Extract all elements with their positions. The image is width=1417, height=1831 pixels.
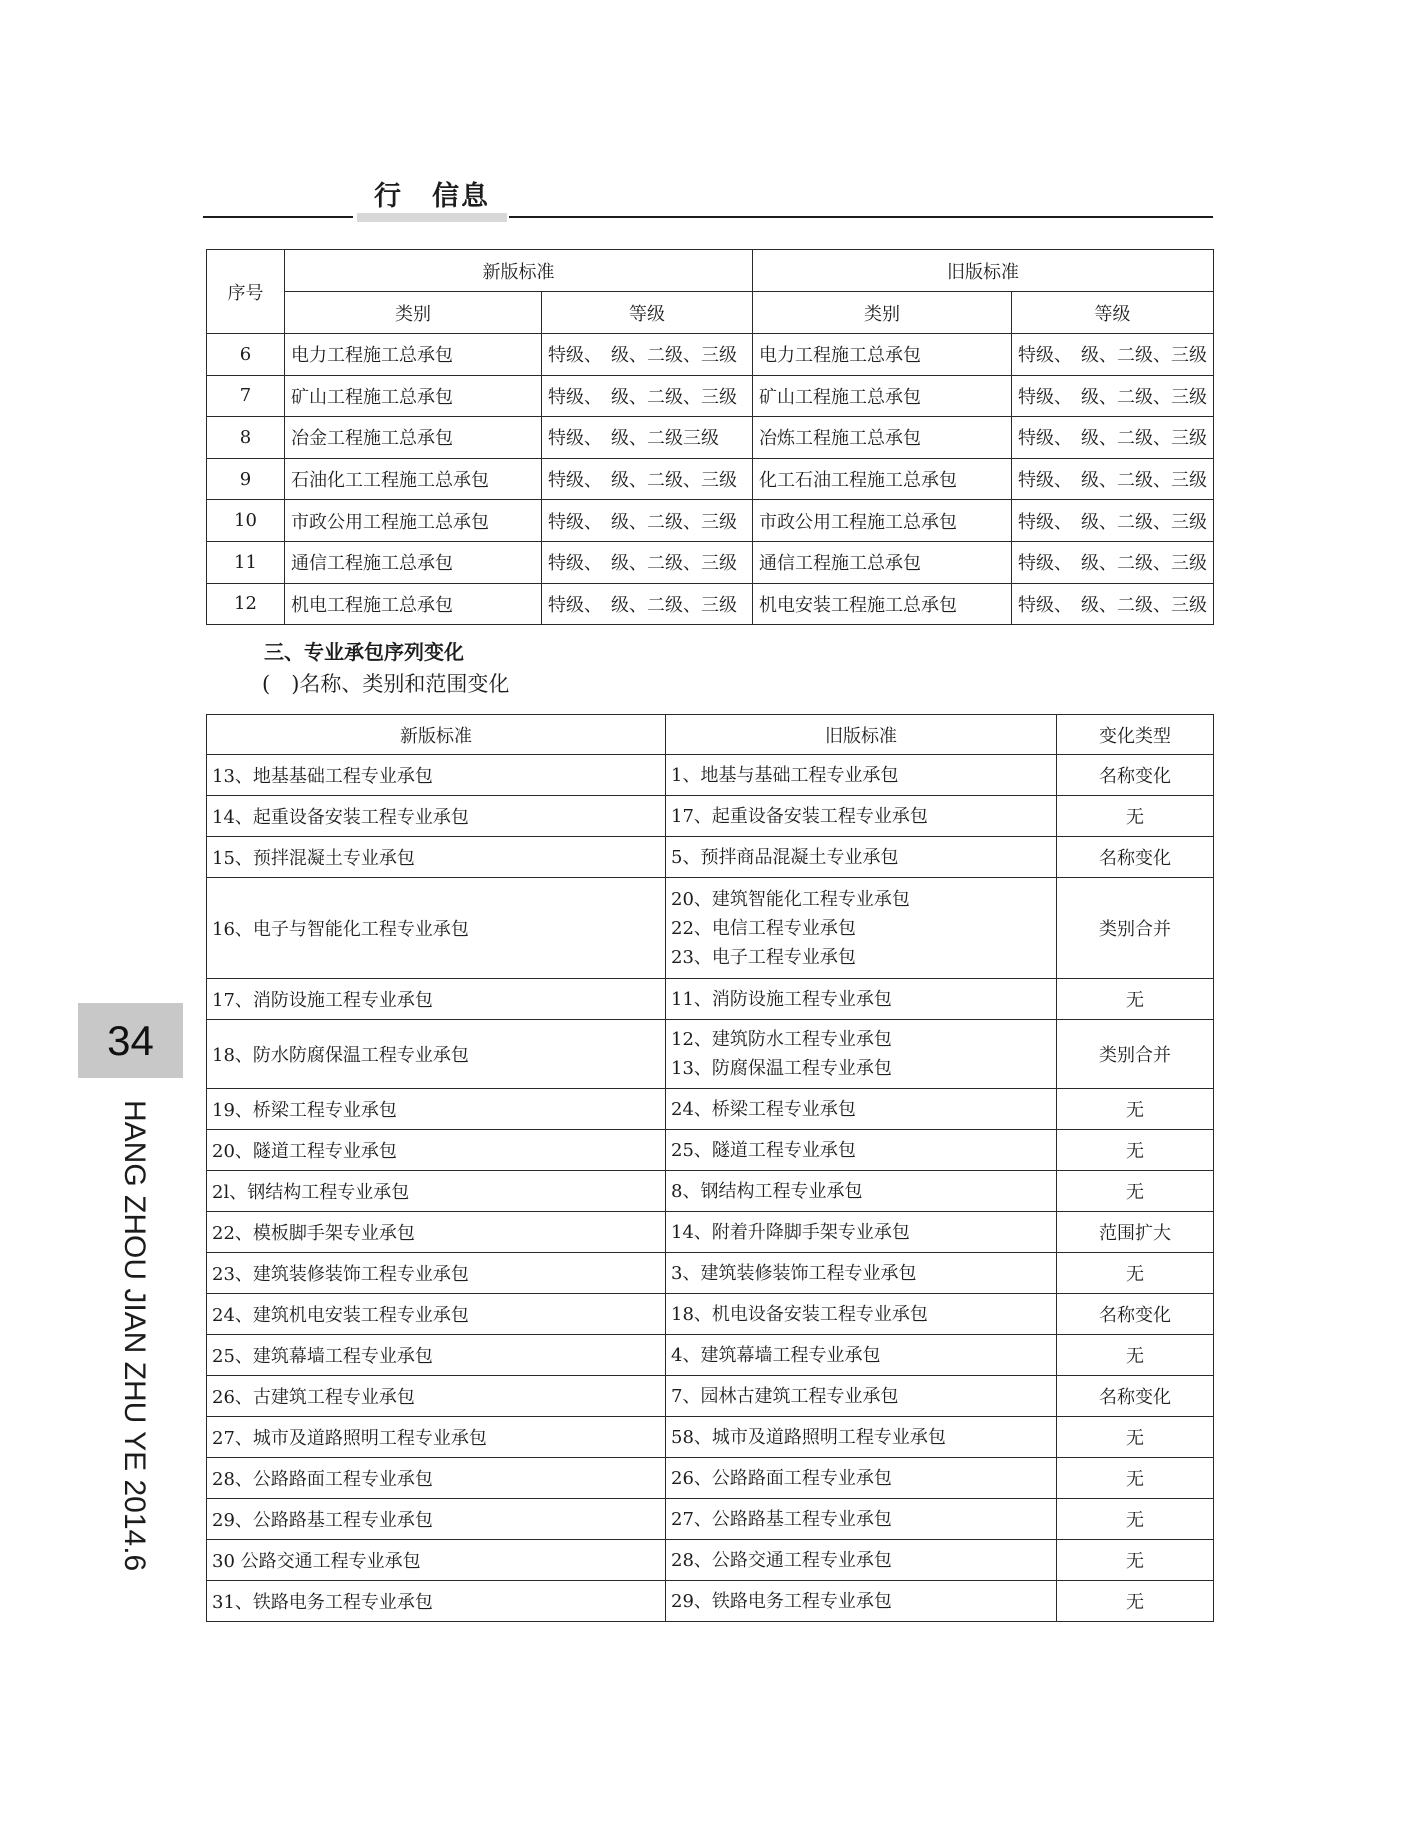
new-standard-cell: 20、隧道工程专业承包 (207, 1130, 666, 1171)
table-row (207, 500, 1214, 542)
header-rule-left (203, 216, 353, 218)
old-category-cell: 通信工程施工总承包 (753, 541, 1012, 583)
old-standard-cell (666, 1581, 1057, 1622)
old-standard-cell (666, 1294, 1057, 1335)
table-row (207, 1417, 1214, 1458)
magazine-side-banner: HANG ZHOU JIAN ZHU YE 2014.6 (118, 1100, 151, 1572)
change-type-cell: 无 (1057, 1171, 1214, 1212)
new-grade-cell: 特级、 级、二级、三级 (542, 334, 753, 376)
old-standard-line: 28、公路交通工程专业承包 (671, 1549, 892, 1571)
specialty-contracting-table (206, 714, 1214, 1622)
new-standard-cell: 29、公路路基工程专业承包 (207, 1499, 666, 1540)
row-number-cell: 9 (207, 458, 285, 500)
header-rule-right (509, 216, 1213, 218)
table-row (207, 1581, 1214, 1622)
old-grade-cell: 特级、 级、二级、三级 (1012, 417, 1214, 459)
old-grade-cell: 特级、 级、二级、三级 (1012, 500, 1214, 542)
old-standard-line: 13、防腐保温工程专业承包 (671, 1058, 892, 1079)
new-grade-cell: 特级、 级、二级、三级 (542, 500, 753, 542)
table-row (207, 979, 1214, 1020)
section-subheading: ( )名称、类别和范围变化 (262, 672, 510, 696)
old-standard-line: 20、建筑智能化工程专业承包 (671, 888, 910, 910)
table-row (207, 1130, 1214, 1171)
change-type-cell: 无 (1057, 1458, 1214, 1499)
old-standard-cell (666, 1130, 1057, 1171)
old-category-cell: 机电安装工程施工总承包 (753, 583, 1012, 625)
table-row (207, 1335, 1214, 1376)
old-standard-line: 17、起重设备安装工程专业承包 (671, 805, 928, 827)
row-number-cell: 11 (207, 541, 285, 583)
table-row (207, 1458, 1214, 1499)
old-standard-line: 12、建筑防水工程专业承包 (671, 1029, 892, 1050)
old-category-header: 类别 (753, 292, 1012, 334)
header-title-shadow (357, 213, 507, 222)
change-type-cell: 无 (1057, 1581, 1214, 1622)
old-standard-header: 旧版标准 (753, 250, 1214, 292)
change-type-cell: 无 (1057, 1130, 1214, 1171)
old-standard-cell (666, 1376, 1057, 1417)
new-standard-cell: 17、消防设施工程专业承包 (207, 979, 666, 1020)
old-standard-line: 7、园林古建筑工程专业承包 (671, 1385, 899, 1407)
new-category-header: 类别 (285, 292, 542, 334)
table-row (207, 458, 1214, 500)
new-category-cell: 通信工程施工总承包 (285, 541, 542, 583)
new-standard-cell: 14、起重设备安装工程专业承包 (207, 796, 666, 837)
table-row (207, 1294, 1214, 1335)
new-standard-cell: 16、电子与智能化工程专业承包 (207, 878, 666, 979)
new-category-cell: 机电工程施工总承包 (285, 583, 542, 625)
old-grade-cell: 特级、 级、二级、三级 (1012, 334, 1214, 376)
table-row (207, 878, 1214, 979)
new-standard-cell: 28、公路路面工程专业承包 (207, 1458, 666, 1499)
new-category-cell: 石油化工工程施工总承包 (285, 458, 542, 500)
new-grade-cell: 特级、 级、二级三级 (542, 417, 753, 459)
row-number-cell: 8 (207, 417, 285, 459)
table-row (207, 796, 1214, 837)
new-standard-header: 新版标准 (285, 250, 753, 292)
new-grade-cell: 特级、 级、二级、三级 (542, 375, 753, 417)
old-grade-header: 等级 (1012, 292, 1214, 334)
page-section-title: 行 信息 (374, 181, 490, 212)
new-category-cell: 冶金工程施工总承包 (285, 417, 542, 459)
old-grade-cell: 特级、 级、二级、三级 (1012, 583, 1214, 625)
table-row (207, 1499, 1214, 1540)
old-standard-line: 25、隧道工程专业承包 (671, 1139, 856, 1161)
old-standard-line: 24、桥梁工程专业承包 (671, 1098, 856, 1120)
table-row (207, 375, 1214, 417)
page-number: 34 (78, 1003, 183, 1078)
change-type-cell: 无 (1057, 1089, 1214, 1130)
old-category-cell: 电力工程施工总承包 (753, 334, 1012, 376)
old-standard-cell (666, 1212, 1057, 1253)
old-standard-line: 18、机电设备安装工程专业承包 (671, 1303, 928, 1325)
old-standard-line: 11、消防设施工程专业承包 (671, 988, 892, 1010)
old-standard-line: 23、电子工程专业承包 (671, 946, 856, 968)
table-row (207, 1212, 1214, 1253)
old-standard-cell (666, 1253, 1057, 1294)
old-category-cell: 化工石油工程施工总承包 (753, 458, 1012, 500)
old-standard-line: 1、地基与基础工程专业承包 (671, 764, 899, 786)
new-standard-cell: 18、防水防腐保温工程专业承包 (207, 1020, 666, 1089)
old-standard-cell (666, 1020, 1057, 1089)
new-standard-cell: 30 公路交通工程专业承包 (207, 1540, 666, 1581)
new-standard-cell: 23、建筑装修装饰工程专业承包 (207, 1253, 666, 1294)
table-row (207, 1020, 1214, 1089)
new-grade-cell: 特级、 级、二级、三级 (542, 541, 753, 583)
new-grade-header: 等级 (542, 292, 753, 334)
change-type-cell: 类别合并 (1057, 878, 1214, 979)
new-grade-cell: 特级、 级、二级、三级 (542, 583, 753, 625)
table-row (207, 417, 1214, 459)
old-category-cell: 矿山工程施工总承包 (753, 375, 1012, 417)
new-standard-cell: 22、模板脚手架专业承包 (207, 1212, 666, 1253)
old-standard-line: 14、附着升降脚手架专业承包 (671, 1221, 910, 1243)
new-standard-cell: 15、预拌混凝土专业承包 (207, 837, 666, 878)
table-row (207, 334, 1214, 376)
new-category-cell: 电力工程施工总承包 (285, 334, 542, 376)
section-heading: 三、专业承包序列变化 (264, 640, 464, 664)
old-category-cell: 市政公用工程施工总承包 (753, 500, 1012, 542)
old-standard-cell (666, 796, 1057, 837)
new-standard-cell: 19、桥梁工程专业承包 (207, 1089, 666, 1130)
change-type-cell: 名称变化 (1057, 755, 1214, 796)
old-standard-cell (666, 1499, 1057, 1540)
table-row (207, 837, 1214, 878)
new-standard-cell: 25、建筑幕墙工程专业承包 (207, 1335, 666, 1376)
old-standard-cell (666, 1417, 1057, 1458)
table-row (207, 1376, 1214, 1417)
new-standard-cell: 13、地基基础工程专业承包 (207, 755, 666, 796)
table-row (207, 1253, 1214, 1294)
change-type-cell: 无 (1057, 1253, 1214, 1294)
old-standard-line: 29、铁路电务工程专业承包 (671, 1590, 892, 1612)
old-grade-cell: 特级、 级、二级、三级 (1012, 541, 1214, 583)
old-standard-cell (666, 1335, 1057, 1376)
general-contracting-table (206, 249, 1214, 625)
old-standard-cell (666, 755, 1057, 796)
old-grade-cell: 特级、 级、二级、三级 (1012, 375, 1214, 417)
old-standard-line: 5、预拌商品混凝土专业承包 (671, 846, 899, 868)
old-standard-line: 58、城市及道路照明工程专业承包 (671, 1426, 946, 1448)
old-standard-cell (666, 1540, 1057, 1581)
change-type-cell: 无 (1057, 1540, 1214, 1581)
old-standard-header: 旧版标准 (666, 715, 1057, 755)
new-standard-cell: 26、古建筑工程专业承包 (207, 1376, 666, 1417)
old-standard-line: 27、公路路基工程专业承包 (671, 1508, 892, 1530)
new-standard-cell: 27、城市及道路照明工程专业承包 (207, 1417, 666, 1458)
old-standard-cell (666, 1171, 1057, 1212)
table-row (207, 1089, 1214, 1130)
old-standard-line: 22、电信工程专业承包 (671, 917, 856, 939)
new-standard-cell: 2l、钢结构工程专业承包 (207, 1171, 666, 1212)
row-number-cell: 10 (207, 500, 285, 542)
table-row (207, 1540, 1214, 1581)
new-category-cell: 矿山工程施工总承包 (285, 375, 542, 417)
old-standard-cell (666, 979, 1057, 1020)
table-header-row (207, 250, 1214, 292)
row-number-cell: 12 (207, 583, 285, 625)
old-standard-line: 26、公路路面工程专业承包 (671, 1467, 892, 1489)
old-standard-line: 3、建筑装修装饰工程专业承包 (671, 1262, 917, 1284)
table-row (207, 755, 1214, 796)
change-type-cell: 无 (1057, 796, 1214, 837)
change-type-cell: 无 (1057, 1499, 1214, 1540)
change-type-cell: 无 (1057, 1335, 1214, 1376)
new-standard-cell: 31、铁路电务工程专业承包 (207, 1581, 666, 1622)
old-standard-cell (666, 837, 1057, 878)
old-standard-line: 8、钢结构工程专业承包 (671, 1180, 863, 1202)
table-row (207, 541, 1214, 583)
new-standard-cell: 24、建筑机电安装工程专业承包 (207, 1294, 666, 1335)
old-standard-cell (666, 878, 1057, 979)
old-standard-line: 4、建筑幕墙工程专业承包 (671, 1344, 881, 1366)
change-type-cell: 类别合并 (1057, 1020, 1214, 1089)
table-header-row (207, 715, 1214, 755)
change-type-cell: 名称变化 (1057, 837, 1214, 878)
change-type-cell: 名称变化 (1057, 1294, 1214, 1335)
change-type-cell: 无 (1057, 1417, 1214, 1458)
new-grade-cell: 特级、 级、二级、三级 (542, 458, 753, 500)
seq-header: 序号 (207, 250, 285, 334)
change-type-cell: 无 (1057, 979, 1214, 1020)
change-type-cell: 名称变化 (1057, 1376, 1214, 1417)
change-type-cell: 范围扩大 (1057, 1212, 1214, 1253)
old-standard-cell (666, 1089, 1057, 1130)
table-row (207, 1171, 1214, 1212)
old-grade-cell: 特级、 级、二级、三级 (1012, 458, 1214, 500)
old-category-cell: 冶炼工程施工总承包 (753, 417, 1012, 459)
new-category-cell: 市政公用工程施工总承包 (285, 500, 542, 542)
row-number-cell: 7 (207, 375, 285, 417)
old-standard-cell (666, 1458, 1057, 1499)
table-row (207, 583, 1214, 625)
row-number-cell: 6 (207, 334, 285, 376)
table-subheader-row (207, 292, 1214, 334)
new-standard-header: 新版标准 (207, 715, 666, 755)
change-type-header: 变化类型 (1057, 715, 1214, 755)
